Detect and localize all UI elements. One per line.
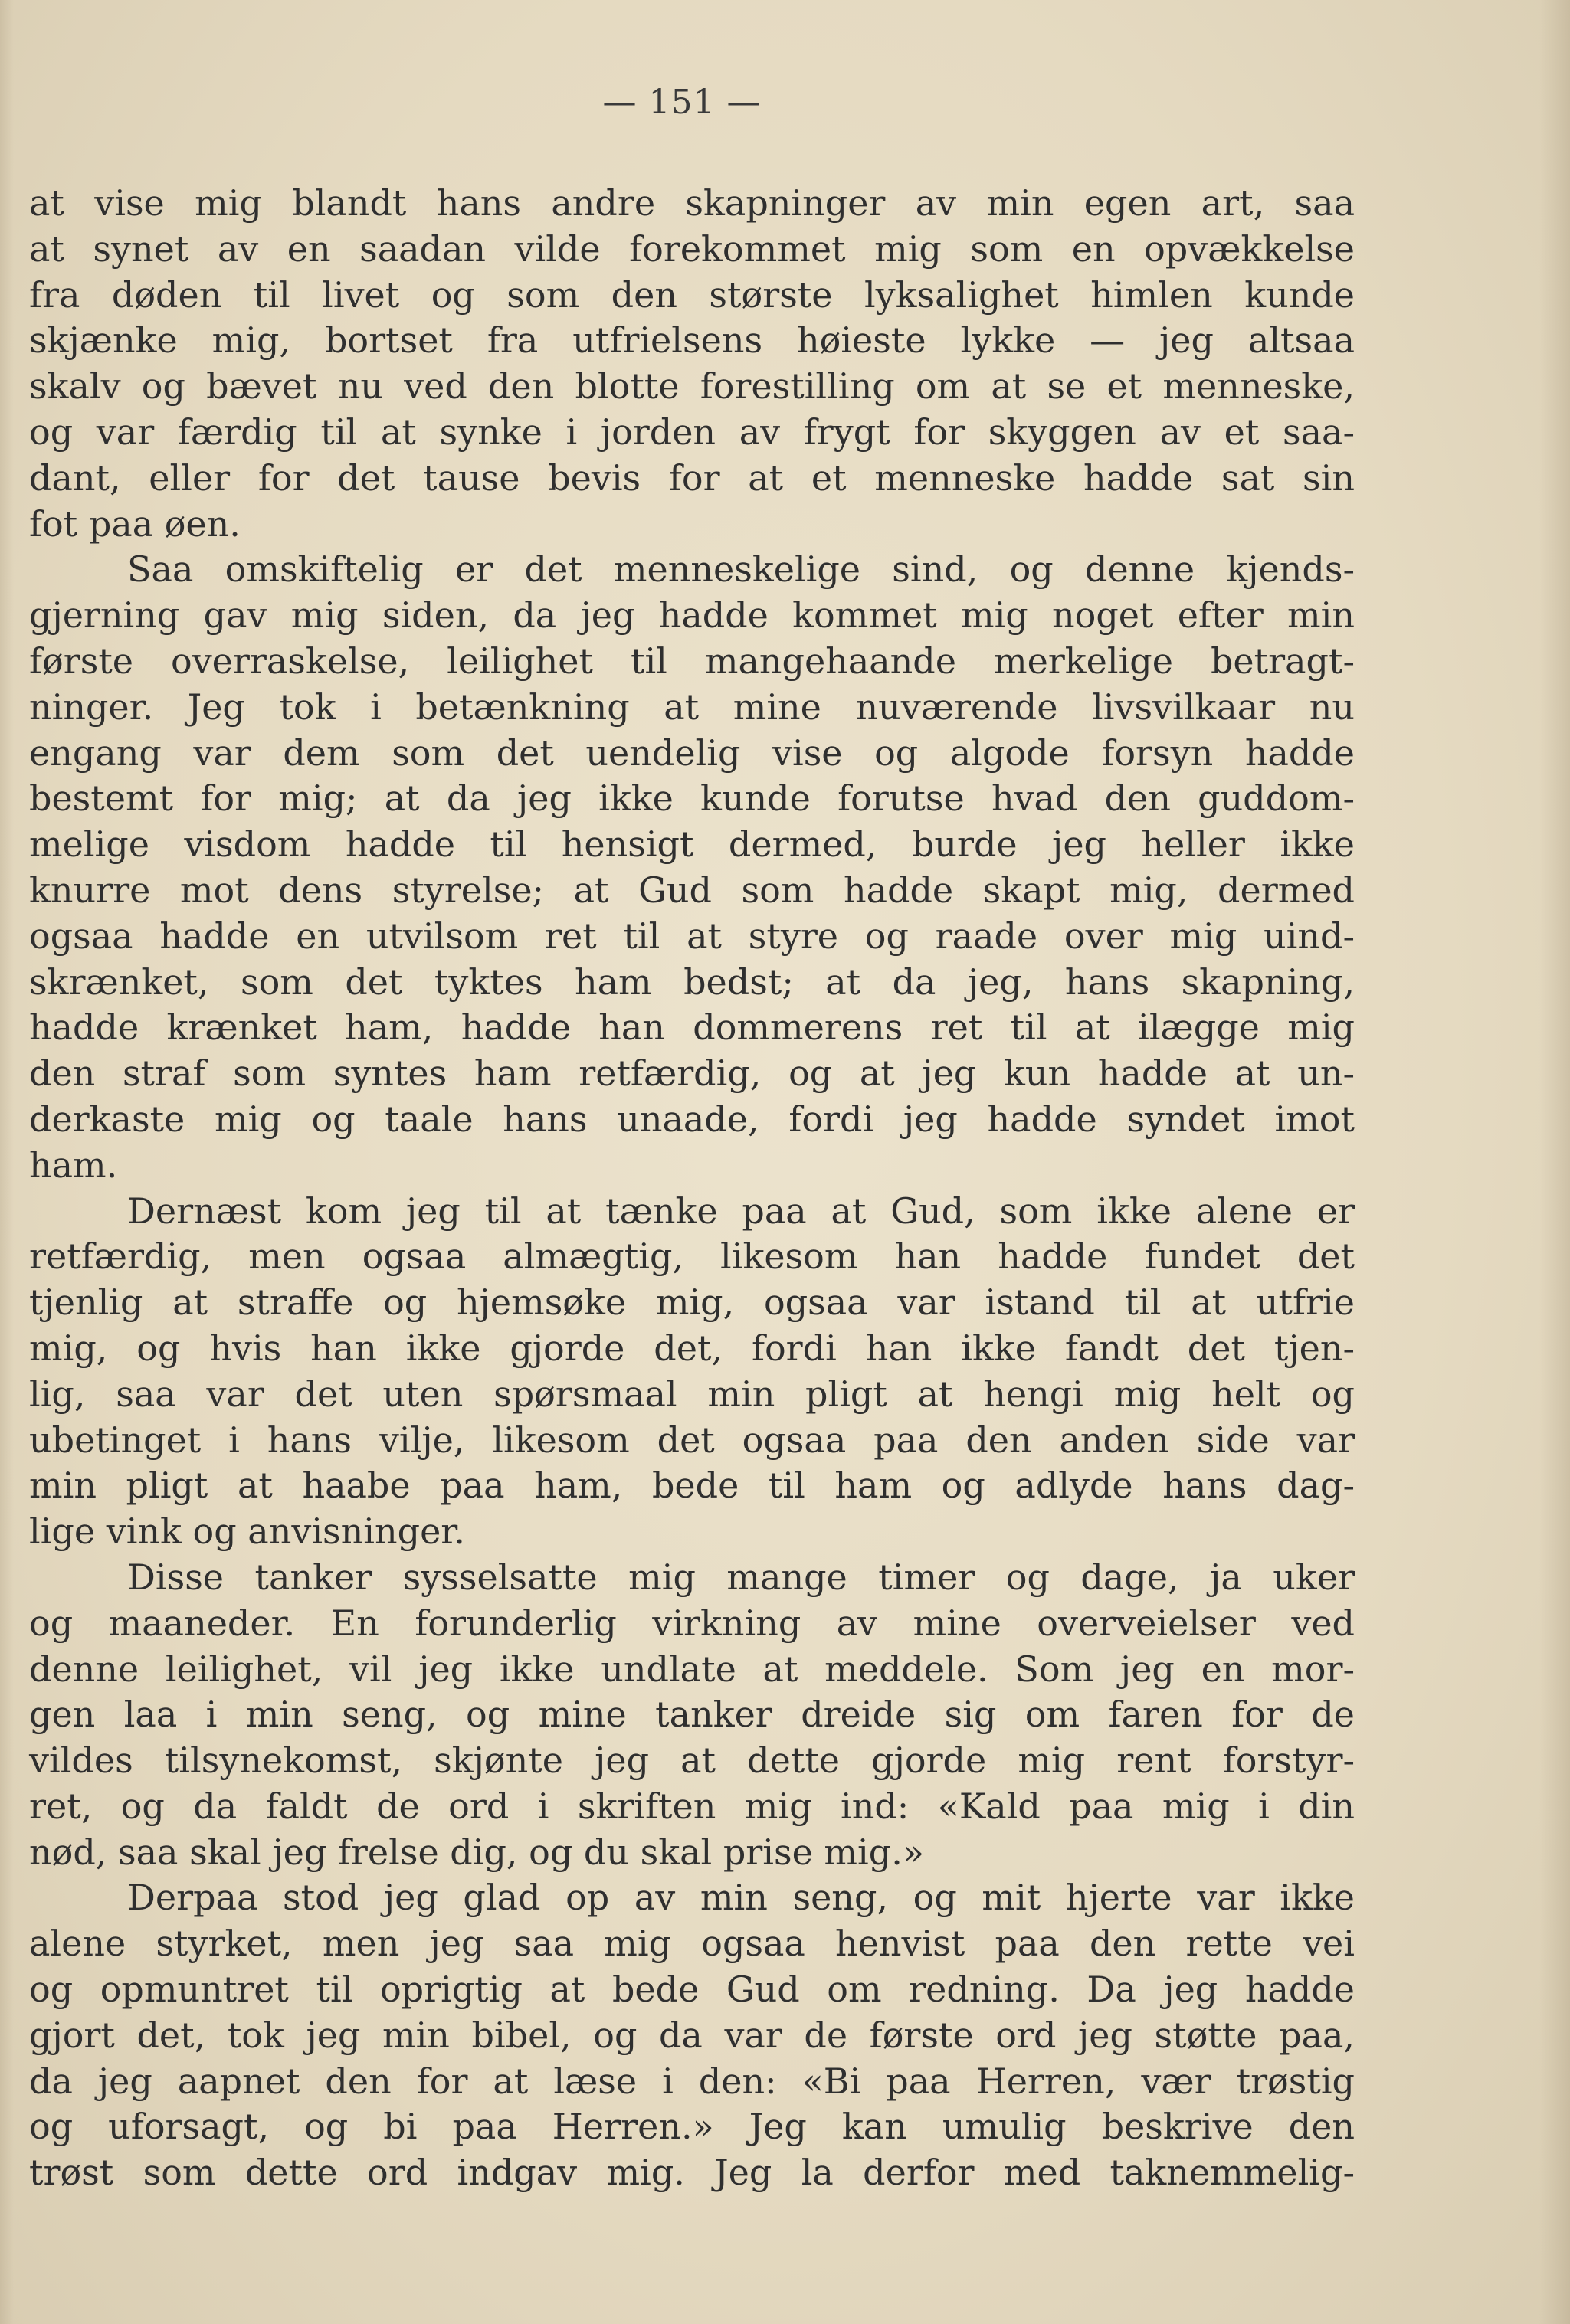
text-line: nød, saa skal jeg frelse dig, og du skal prise mig.»: [29, 1831, 924, 1873]
text-line: og opmuntret til oprigtig at bede Gud om redning. Da jeg hadde: [29, 1969, 1355, 2011]
text-line: melige visdom hadde til hensigt dermed, burde jeg heller ikke: [29, 823, 1355, 866]
text-line: gjerning gav mig siden, da jeg hadde kommet mig noget efter min: [29, 594, 1355, 637]
text-line: knurre mot dens styrelse; at Gud som hadde skapt mig, dermed: [29, 869, 1355, 911]
text-line: derkaste mig og taale hans unaade, fordi jeg hadde syndet imot: [29, 1098, 1355, 1140]
text-line: mig, og hvis han ikke gjorde det, fordi han ikke fandt det tjen-: [29, 1327, 1355, 1369]
text-line: hadde krænket ham, hadde han dommerens ret til at ilægge mig: [29, 1007, 1355, 1049]
text-line: ret, og da faldt de ord i skriften mig ind: «Kald paa mig i din: [29, 1785, 1355, 1827]
text-line: engang var dem som det uendelig vise og algode forsyn hadde: [29, 732, 1355, 774]
text-line: alene styrket, men jeg saa mig ogsaa henvist paa den rette vei: [29, 1923, 1355, 1965]
text-line: bestemt for mig; at da jeg ikke kunde forutse hvad den guddom-: [29, 777, 1355, 820]
text-line: lig, saa var det uten spørsmaal min pligt at hengi mig helt og: [29, 1373, 1355, 1415]
text-line: min pligt at haabe paa ham, bede til ham og adlyde hans dag-: [29, 1465, 1355, 1507]
text-line: Saa omskiftelig er det menneskelige sind, og denne kjends-: [127, 548, 1355, 591]
text-line: vildes tilsynekomst, skjønte jeg at dette gjorde mig rent forstyr-: [29, 1740, 1355, 1782]
text-line: ubetinget i hans vilje, likesom det ogsaa paa den anden side var: [29, 1419, 1355, 1461]
text-line: skjænke mig, bortset fra utfrielsens høieste lykke — jeg altsaa: [29, 319, 1355, 362]
text-line: skrænket, som det tyktes ham bedst; at da jeg, hans skapning,: [29, 961, 1355, 1003]
text-line: og maaneder. En forunderlig virkning av mine overveielser ved: [29, 1602, 1355, 1644]
text-line: gen laa i min seng, og mine tanker dreide sig om faren for de: [29, 1694, 1355, 1736]
text-line: at vise mig blandt hans andre skapninger av min egen art, saa: [29, 182, 1355, 224]
text-line: fra døden til livet og som den største lyksalighet himlen kunde: [29, 273, 1355, 316]
text-line: denne leilighet, vil jeg ikke undlate at meddele. Som jeg en mor-: [29, 1648, 1355, 1690]
text-line: Dernæst kom jeg til at tænke paa at Gud, som ikke alene er: [127, 1190, 1355, 1232]
text-line: og var færdig til at synke i jorden av frygt for skyggen av et saa-: [29, 411, 1355, 453]
text-line: dant, eller for det tause bevis for at et menneske hadde sat sin: [29, 457, 1355, 499]
text-line: Disse tanker sysselsatte mig mange timer og dage, ja uker: [127, 1556, 1355, 1598]
text-line: ogsaa hadde en utvilsom ret til at styre og raade over mig uind-: [29, 915, 1355, 957]
page-edge-shadow-left: [0, 0, 14, 2324]
text-line: ham.: [29, 1144, 118, 1186]
text-line: retfærdig, men ogsaa almægtig, likesom han hadde fundet det: [29, 1236, 1355, 1278]
text-line: første overraskelse, leilighet til mangehaande merkelige betragt-: [29, 640, 1355, 682]
text-line: Derpaa stod jeg glad op av min seng, og mit hjerte var ikke: [127, 1877, 1355, 1919]
text-line: skalv og bævet nu ved den blotte forestilling om at se et menneske,: [29, 365, 1355, 408]
text-line: lige vink og anvisninger.: [29, 1511, 465, 1553]
text-line: tjenlig at straffe og hjemsøke mig, ogsaa var istand til at utfrie: [29, 1281, 1355, 1324]
text-line: trøst som dette ord indgav mig. Jeg la derfor med taknemmelig-: [29, 2152, 1355, 2194]
page-edge-shadow-right: [1539, 0, 1570, 2324]
text-line: da jeg aapnet den for at læse i den: «Bi paa Herren, vær trøstig: [29, 2060, 1355, 2102]
text-line: at synet av en saadan vilde forekommet mig som en opvækkelse: [29, 227, 1355, 270]
text-line: fot paa øen.: [29, 502, 241, 545]
text-line: gjort det, tok jeg min bibel, og da var de første ord jeg støtte paa,: [29, 2014, 1355, 2056]
text-line: den straf som syntes ham retfærdig, og at jeg kun hadde at un-: [29, 1052, 1355, 1095]
text-line: ninger. Jeg tok i betænkning at mine nuværende livsvilkaar nu: [29, 686, 1355, 728]
body-text: [29, 181, 1355, 2196]
page-number: — 151 —: [602, 83, 762, 122]
text-line: og uforsagt, og bi paa Herren.» Jeg kan umulig beskrive den: [29, 2106, 1355, 2148]
